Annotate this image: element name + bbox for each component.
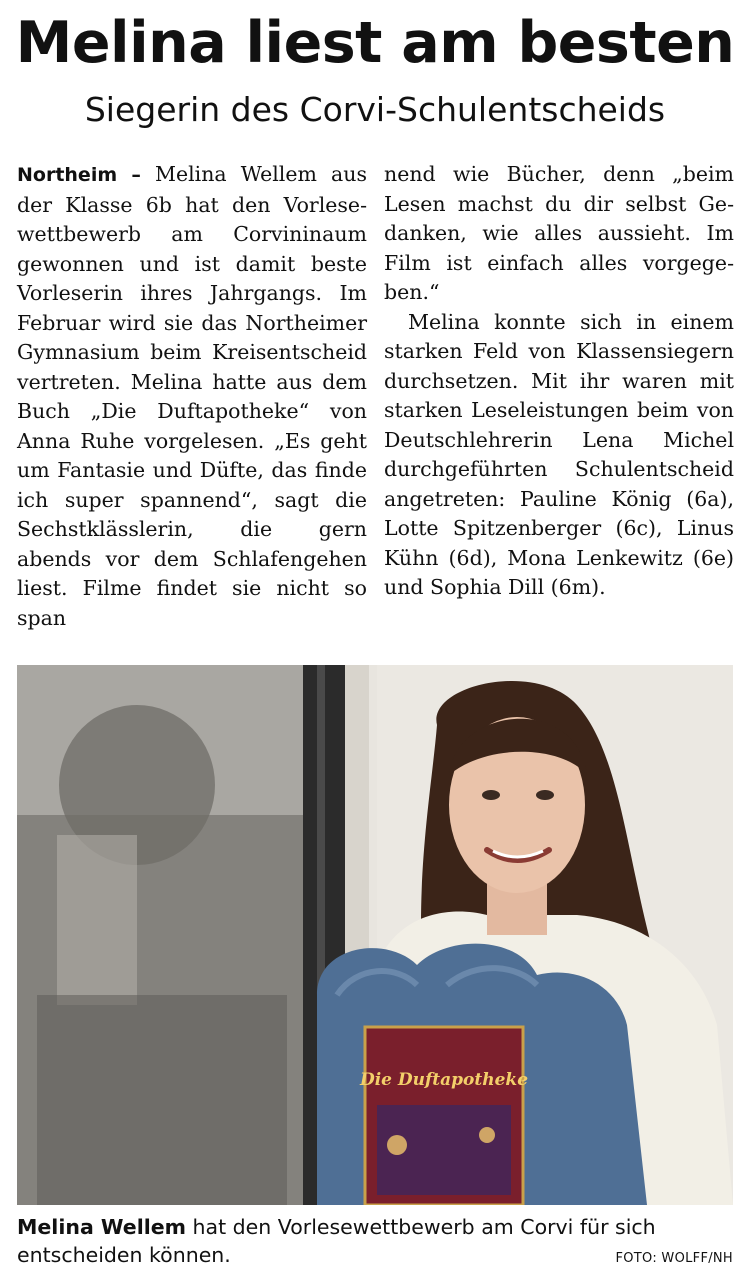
paragraph: Melina konnte sich in einem starken Feld von Klassensiegern durchsetzen. Mit ihr waren mit starken Leseleistungen beim von Deutschlehrerin Lena Michel durchgeführten Schulentscheid angetreten: Pauline König (6a), Lotte Spitzenberger (6c), Linus Kühn (6d), Mona Lenkewitz (6e) und Sophia Dill (6m).: [384, 309, 734, 599]
book-title: Die Duftapotheke: [359, 1070, 529, 1090]
dateline: Northeim –: [17, 164, 141, 186]
caption-name: Melina Wellem: [17, 1215, 187, 1239]
photo-illustration: [17, 665, 733, 1205]
paragraph: nend wie Bücher, denn „beim Lesen machst du dir selbst Gedanken, wie alles aussieht. Im Film ist einfach alles vorgegeben.“: [384, 162, 734, 304]
headline: Melina liest am besten: [15, 10, 735, 76]
article-photo: [17, 665, 733, 1205]
photo-credit: FOTO: WOLFF/NH: [615, 1251, 733, 1266]
caption-text: hat den Vorlesewettbewerb am Corvi für sich entscheiden können.: [17, 1215, 656, 1267]
article-column-left: [17, 160, 367, 633]
subheadline: Siegerin des Corvi-Schulentscheids: [84, 90, 666, 129]
paragraph-text: Melina Wellem aus der Klasse 6b hat den Vorlesewettbewerb am Corvininaum gewonnen und ist damit beste Vorleserin ihres Jahrgangs. Im Februar wird sie das Northeimer Gymnasium beim Kreisentscheid vertreten. Melina hatte aus dem Buch „Die Duftapotheke“ von Anna Ruhe vorgelesen. „Es geht um Fantasie und Düfte, das finde ich super spannend“, sagt die Sechstklässlerin, die gern abends vor dem Schlafengehen liest. Filme findet sie nicht so span: [17, 162, 367, 630]
paragraph: [17, 160, 367, 633]
article-column-right: [384, 160, 734, 603]
